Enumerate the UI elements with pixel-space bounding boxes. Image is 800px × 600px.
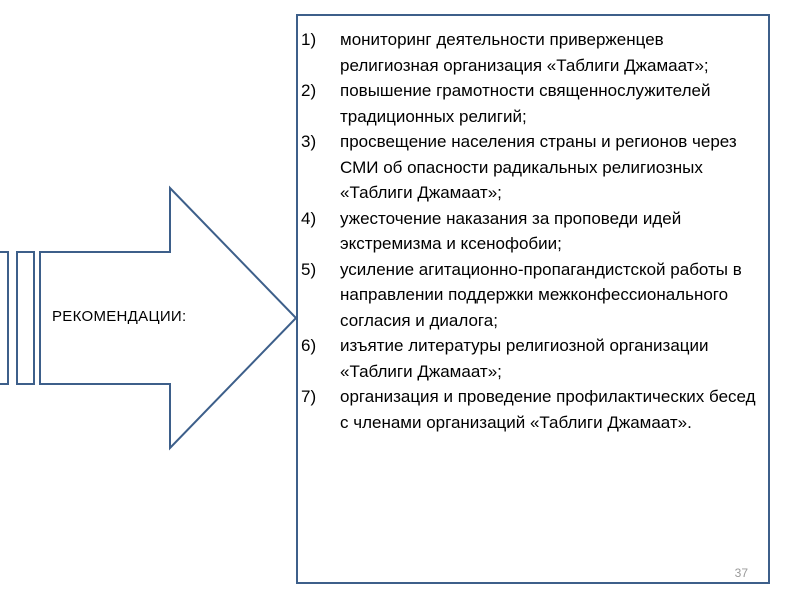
list-item — [298, 384, 768, 435]
item-text: повышение грамотности священнослужителей традиционных религий; — [340, 81, 711, 126]
item-number: 5) — [301, 259, 317, 279]
page-number: 37 — [734, 566, 748, 580]
item-number: 2) — [301, 81, 317, 100]
item-text: усиление агитационно-пропагандистской работы в направлении поддержки межконфессионального согласия и диалога; — [340, 259, 742, 330]
item-text: изъятие литературы религиозной организации «Таблиги Джамаат»; — [340, 336, 709, 381]
list-item — [298, 27, 768, 78]
list-item — [298, 78, 768, 129]
item-text: мониторинг деятельности приверженцев религиозная организация «Таблиги Джамаат»; — [340, 30, 709, 75]
item-number: 1) — [301, 30, 317, 49]
arrow-tail-bar-2 — [17, 252, 34, 384]
item-text: просвещение населения страны и регионов через СМИ об опасности радикальных религиозных «Таблиги Джамаат»; — [340, 132, 737, 202]
item-number: 7) — [301, 387, 317, 406]
arrow-label: РЕКОМЕНДАЦИИ: — [52, 308, 187, 325]
recommendations-list — [298, 16, 768, 435]
list-item — [298, 257, 768, 334]
list-item — [298, 129, 768, 206]
item-number: 3) — [301, 132, 317, 151]
list-item — [298, 206, 768, 257]
recommendations-box — [296, 14, 770, 584]
item-text: ужесточение наказания за проповеди идей экстремизма и ксенофобии; — [340, 208, 682, 253]
item-number: 6) — [301, 336, 317, 355]
arrow-tail-bar-1 — [0, 252, 8, 384]
item-text: организация и проведение профилактических бесед с членами организаций «Таблиги Джамаат». — [340, 387, 756, 432]
item-number: 4) — [301, 208, 317, 228]
list-item — [298, 333, 768, 384]
